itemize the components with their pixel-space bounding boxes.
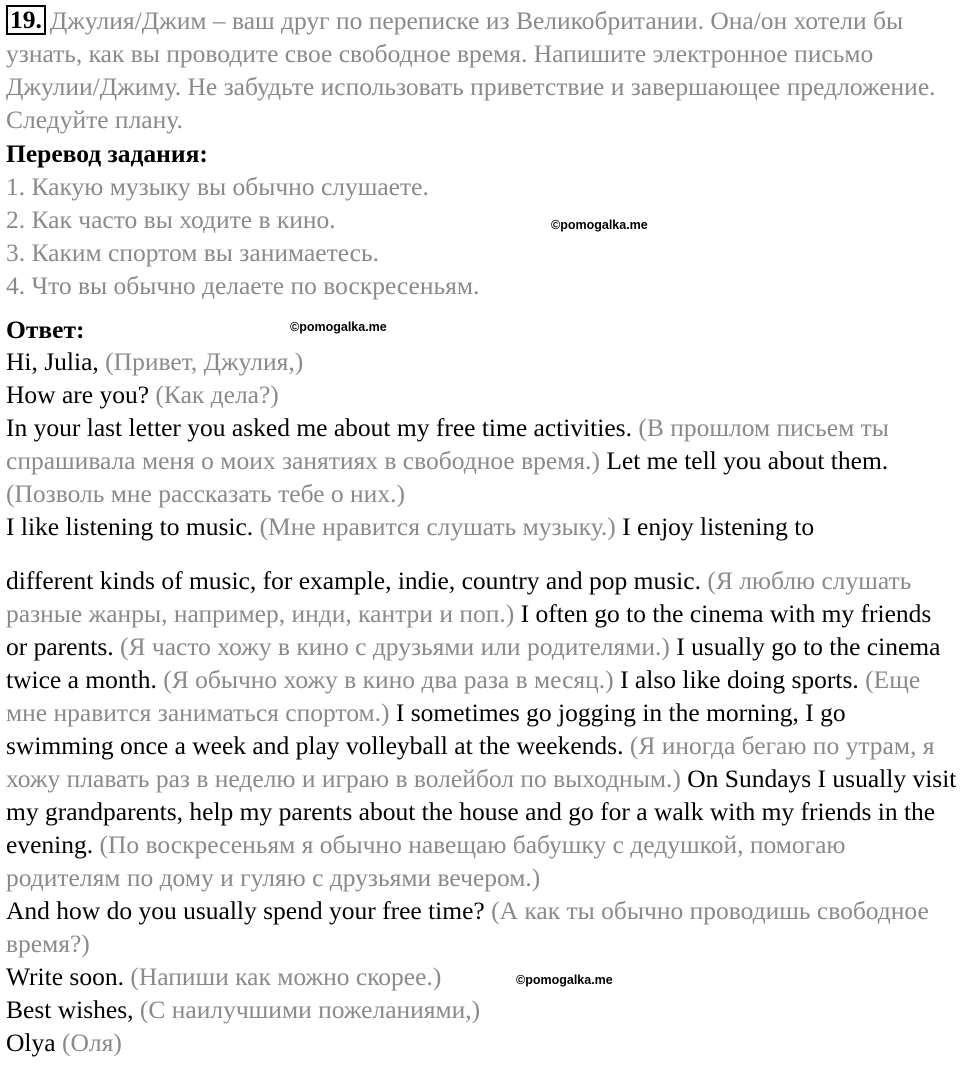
greeting-en: Hi, Julia, [6, 347, 99, 376]
plan-item: 3. Каким спортом вы занимаетесь. [6, 238, 379, 267]
answer-heading: Ответ: [6, 315, 85, 344]
p5-en: I often go to the cinema with my friends or parents. [6, 599, 932, 661]
task-text: Джулия/Джим – ваш друг по переписке из Великобритании. Она/он хотели бы узнать, как вы проводите свое свободное время. Напишите электронное письмо Джулии/Джиму. Не забудьте использовать приветствие и завершающее предложение. Следуйте плану. [6, 6, 936, 134]
task-plan [6, 170, 958, 302]
plan-item: 4. Что вы обычно делаете по воскресеньям. [6, 271, 480, 300]
p3-en: I like listening to music. [6, 512, 254, 541]
greeting-line [6, 345, 958, 378]
p4-ru: (Я люблю слушать разные жанры, например, инди, кантри и поп.) [6, 566, 912, 628]
write-ru: (Напиши как можно скорее.) [130, 962, 442, 991]
p5-ru: (Я часто хожу в кино с друзьями или родителями.) [120, 632, 670, 661]
howru-en: How are you? [6, 380, 150, 409]
wishes-en: Best wishes, [6, 995, 134, 1024]
signature-line [6, 1026, 958, 1059]
greeting-ru: (Привет, Джулия,) [105, 347, 304, 376]
wishes-ru: (С наилучшими пожеланиями,) [139, 995, 481, 1024]
plan-item: 1. Какую музыку вы обычно слушаете. [6, 172, 429, 201]
translation-heading: Перевод задания: [6, 139, 208, 168]
answer-letter-part-1 [6, 345, 958, 543]
name-ru: (Оля) [61, 1028, 122, 1057]
p7-ru: (Еще мне нравится заниматься спортом.) [6, 665, 921, 727]
p7-en: I also like doing sports. [620, 665, 859, 694]
name-en: Olya [6, 1028, 56, 1057]
p6-ru: (Я обычно хожу в кино два раза в месяц.) [163, 665, 614, 694]
question-line [6, 894, 958, 960]
p4-en-a: I enjoy listening to [622, 512, 815, 541]
p8-en: I sometimes go jogging in the morning, I go swimming once a week and play volleyball at the weekends. [6, 698, 846, 760]
watermark: ©pomogalka.me [290, 320, 387, 334]
watermark: ©pomogalka.me [551, 218, 648, 232]
write-en: Write soon. [6, 962, 124, 991]
task-statement [6, 4, 958, 136]
music-line [6, 510, 958, 543]
p2-en: Let me tell you about them. [606, 446, 889, 475]
answer-letter-part-2 [6, 564, 958, 1059]
p10-en: And how do you usually spend your free time? [6, 896, 485, 925]
best-wishes-line [6, 993, 958, 1026]
paragraph-intro [6, 411, 958, 510]
plan-item: 2. Как часто вы ходите в кино. [6, 205, 336, 234]
p9-en: On Sundays I usually visit my grandparents, help my parents about the house and go for a walk with my friends in the evening. [6, 764, 957, 859]
p1-ru: (В прошлом письем ты спрашивала меня о моих занятиях в свободное время.) [6, 413, 889, 475]
p2-ru: (Позволь мне рассказать тебе о них.) [6, 479, 405, 508]
p1-en: In your last letter you asked me about my free time activities. [6, 413, 632, 442]
watermark: ©pomogalka.me [516, 973, 613, 987]
p6-en: I usually go to the cinema twice a month. [6, 632, 941, 694]
p3-ru: (Мне нравится слушать музыку.) [259, 512, 616, 541]
p4-en-b: different kinds of music, for example, indie, country and pop music. [6, 566, 701, 595]
p10-ru: (А как ты обычно проводишь свободное время?) [6, 896, 929, 958]
howru-ru: (Как дела?) [155, 380, 279, 409]
p9-ru: (По воскресеньям я обычно навещаю бабушку с дедушкой, помогаю родителям по дому и гуляю с друзьями вечером.) [6, 830, 846, 892]
paragraph-main [6, 564, 958, 894]
write-soon-line [6, 960, 958, 993]
task-number: 19. [6, 5, 46, 35]
howru-line [6, 378, 958, 411]
p8-ru: (Я иногда бегаю по утрам, я хожу плавать раз в неделю и играю в волейбол по выходным.) [6, 731, 935, 793]
